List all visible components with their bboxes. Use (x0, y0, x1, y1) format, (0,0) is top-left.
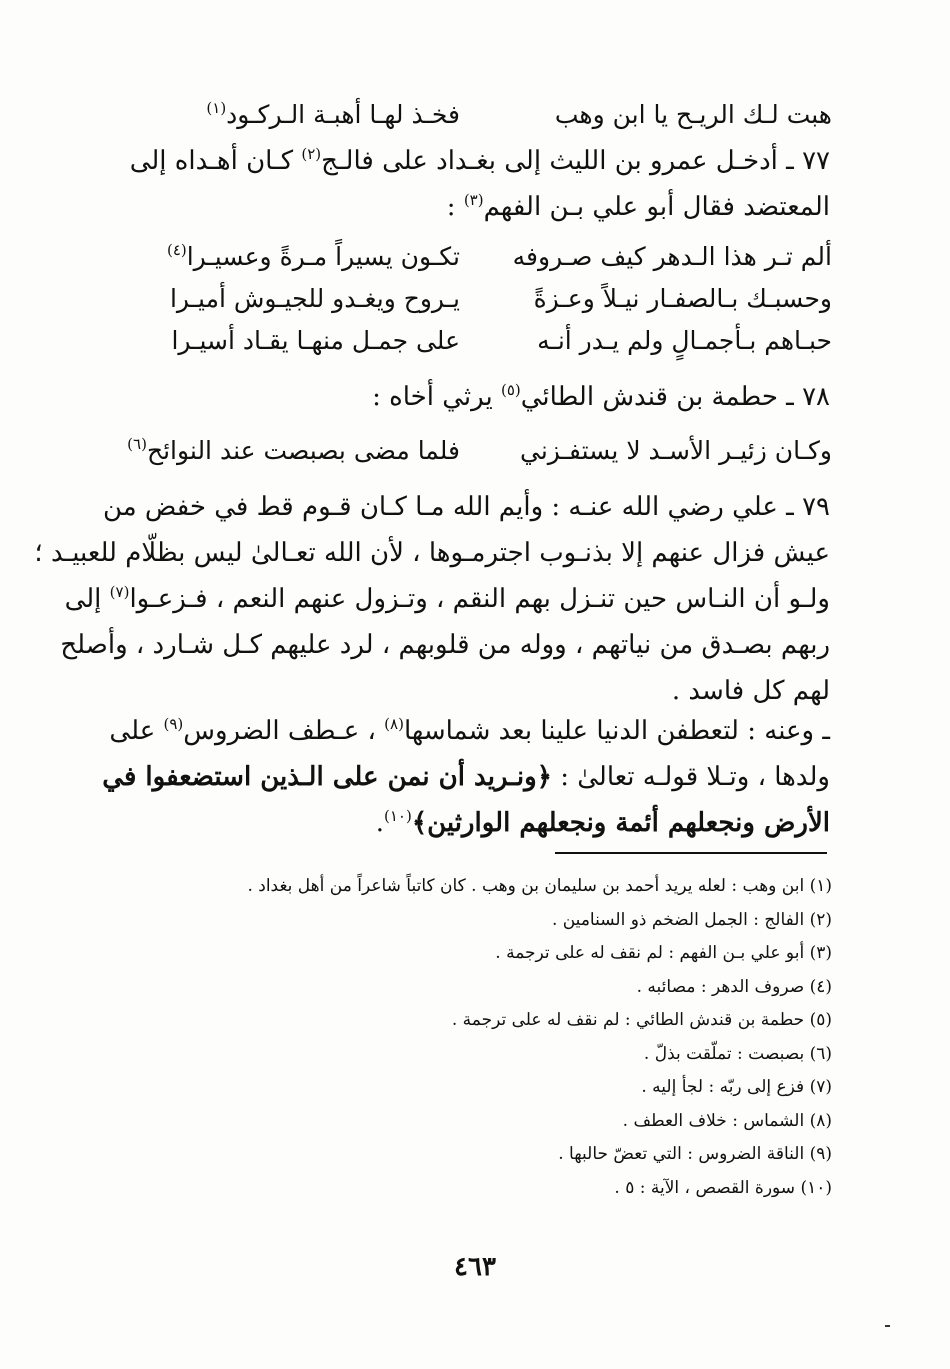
verse-second-hemistich: على جمـل منهـا يقـاد أسيـرا (171, 326, 460, 355)
text: . (375, 808, 384, 838)
verse-text: فخـذ لهـا أهبـة الـركـود (226, 100, 460, 129)
paragraph-line (125, 184, 830, 230)
footnote-marker: (٣) (463, 191, 484, 209)
footnote: (٤) صروف الدهر : مصائبه . (636, 976, 832, 997)
paragraph-line: ٧٩ ـ علي رضي الله عنـه : وأيم الله مـا كـان قـوم قط في خفض من (102, 492, 830, 522)
text: المعتضد فقال أبو علي بـن الفهم (483, 192, 830, 222)
verse-first-hemistich: هبت لـك الريـح يا ابن وهب (554, 100, 832, 129)
verse-line (0, 318, 950, 364)
text: ولـو أن النـاس حين تنـزل بهم النقم ، وتـزول عنهم النعم ، فـزعـوا (129, 584, 830, 614)
footnote-marker: (٤) (166, 241, 187, 259)
footnote-marker: (٢) (301, 145, 322, 163)
footnote-marker: (١٠) (383, 807, 412, 825)
paragraph-line (125, 800, 830, 846)
footnote-marker: (١) (206, 99, 227, 117)
verse-text: فلما مضى بصبصت عند النوائح (146, 436, 460, 465)
text: ولدها ، وتـلا قولـه تعالىٰ : (551, 762, 830, 792)
text: إلى (64, 584, 110, 614)
paragraph-line (64, 576, 830, 622)
footnote: (٢) الفالج : الجمل الضخم ذو السنامين . (551, 909, 832, 930)
paragraph-line: ربهم بصـدق من نياتهم ، ووله من قلوبهم ، لرد عليهم كـل شـارد ، وأصلح (60, 630, 830, 660)
footnote: (٨) الشماس : خلاف العطف . (622, 1110, 832, 1131)
text: كـان أهـداه إلى (129, 146, 302, 176)
verse-second-hemistich (206, 92, 460, 138)
text: على (109, 716, 164, 746)
verse-line (0, 428, 950, 474)
footnote-marker: (٧) (109, 583, 130, 601)
verse-second-hemistich: يـروح ويغـدو للجيـوش أميـرا (169, 284, 460, 313)
footnote: (٦) بصبصت : تملّقت بذلّ . (643, 1043, 832, 1064)
quran-quote: ﴿ونـريد أن نمن على الـذين استضعفوا في (102, 762, 552, 792)
text: يرثي أخاه : (372, 382, 501, 412)
paragraph-line: عيش فزال عنهم إلا بذنـوب اجترمـوها ، لأن الله تعـالىٰ ليس بظلّام للعبيـد ؛ (34, 538, 830, 568)
footnote: (٣) أبو علي بـن الفهم : لم نقف له على ترجمة . (495, 943, 832, 963)
footnotes (127, 870, 832, 1205)
footnote: (٧) فزع إلى ربّه : لجأ إليه . (641, 1077, 832, 1097)
footnote: (٥) حطمة بن قندش الطائي : لم نقف له على ترجمة . (451, 1010, 832, 1030)
paragraph-line: لهم كل فاسد . (671, 676, 830, 706)
page-number: ٤٦٣ (454, 1252, 496, 1282)
verse-text: تكـون يسيراً مـرةً وعسيـرا (186, 242, 460, 271)
footnote: (١٠) سورة القصص ، الآية : ٥ . (614, 1177, 832, 1198)
text: : (446, 192, 464, 222)
verse-first-hemistich: ألم تـر هذا الـدهر كيف صـروفه (512, 242, 832, 271)
scan-mark (885, 1325, 890, 1327)
text: ، عـطف الضروس (183, 716, 385, 746)
paragraph-78 (125, 374, 830, 420)
verse-second-hemistich (167, 234, 460, 280)
verse-line (0, 276, 950, 322)
verse-line (0, 92, 950, 138)
footnote: (١) ابن وهب : لعله يريد أحمد بن سليمان بن وهب . كان كاتباً شاعراً من أهل بغداد . (247, 876, 832, 896)
paragraph-line (102, 754, 830, 800)
footnote-marker: (٦) (127, 435, 147, 453)
text: ـ وعنه : لتعطفن الدنيا علينا بعد شماسها (403, 716, 830, 746)
verse-second-hemistich (127, 428, 460, 474)
paragraph-77 (125, 138, 830, 230)
paragraph-79 (34, 484, 830, 714)
footnote-separator (555, 852, 827, 854)
text: ٧٨ ـ حطمة بن قندش الطائي (520, 382, 830, 412)
paragraph-line (125, 374, 830, 420)
footnote-marker: (٨) (384, 715, 404, 733)
paragraph-line (125, 138, 830, 184)
footnote-marker: (٥) (500, 381, 521, 399)
quran-quote: الأرض ونجعلهم أئمة ونجعلهم الوارثين﴾ (411, 808, 830, 838)
verse-line (0, 234, 950, 280)
verse-first-hemistich: وحسبـك بـالصفـار نيـلاً وعـزةً (533, 284, 832, 313)
footnote: (٩) الناقة الضروس : التي تعضّ حالبها . (558, 1144, 832, 1164)
footnote-marker: (٩) (163, 715, 184, 733)
paragraph-line (109, 708, 830, 754)
text: ٧٧ ـ أدخـل عمرو بن الليث إلى بغـداد على فالـج (321, 146, 830, 176)
paragraph-80 (102, 708, 830, 846)
verse-first-hemistich: وكـان زئيـر الأسـد لا يستفـزني (520, 436, 832, 465)
verse-first-hemistich: حبـاهم بـأجمـالٍ ولم يـدر أنـه (537, 326, 832, 355)
